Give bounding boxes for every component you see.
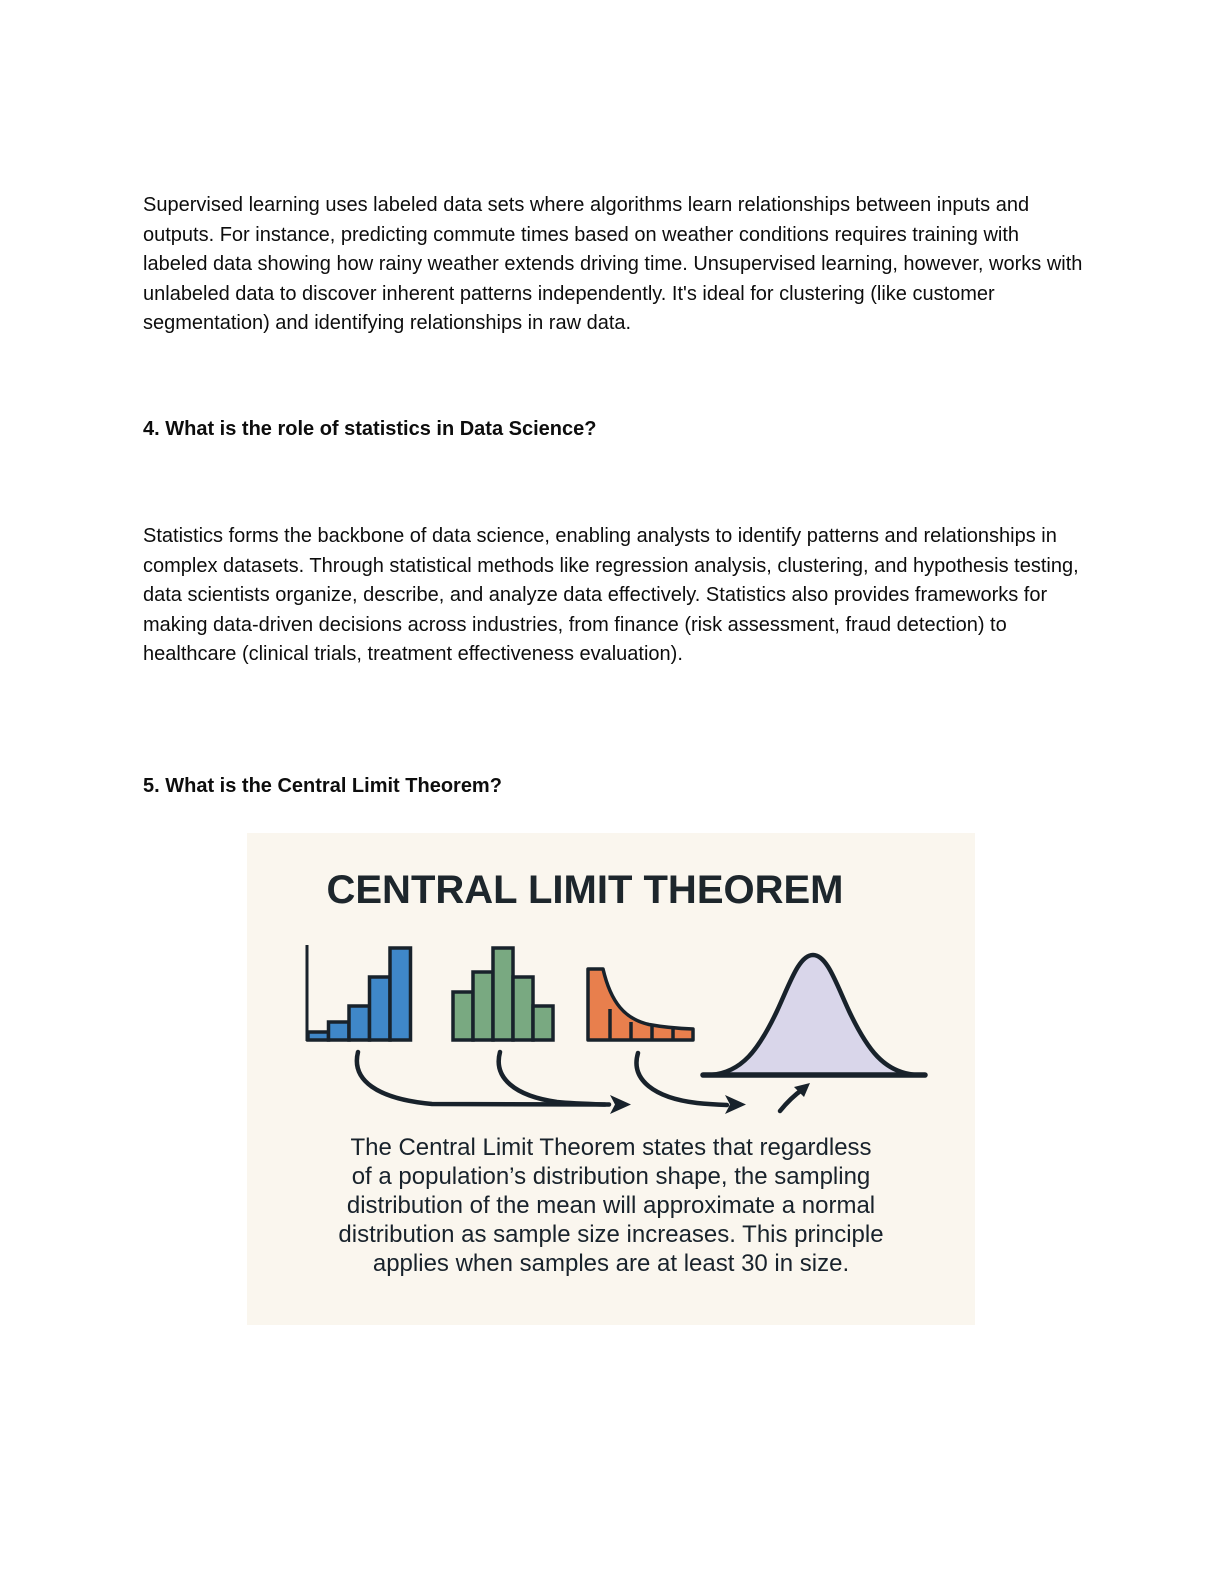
histogram-bar [493, 948, 513, 1040]
histogram-bar [473, 972, 493, 1040]
paragraph-supervised-learning: Supervised learning uses labeled data sets where algorithms learn relationships between inputs and outputs. For instance, predicting commute times based on weather conditions requires training with labeled data showing how rainy weather extends driving time. Unsupervised learning, however, works with unlabeled data to discover inherent patterns independently. It's ideal for clustering (like customer segmentation) and identifying relationships in raw data. [143, 194, 1083, 334]
arrow-from-blue [357, 1052, 609, 1105]
histogram-bar [533, 1006, 553, 1040]
arrow-from-green [499, 1052, 605, 1105]
arrow-from-orange [637, 1053, 727, 1105]
exponential-histogram [588, 969, 693, 1040]
heading-question-5: 5. What is the Central Limit Theorem? [143, 775, 502, 797]
histogram-bar [370, 977, 391, 1040]
caption-line: distribution of the mean will approximate a normal [346, 1192, 876, 1219]
arrowhead-icon [610, 1095, 631, 1114]
central-limit-theorem-figure [247, 833, 975, 1325]
histogram-bar [308, 1032, 329, 1040]
histogram-bar [390, 948, 411, 1040]
heading-question-4: 4. What is the role of statistics in Data Science? [143, 418, 597, 440]
histogram-bar [453, 992, 473, 1040]
histogram-bar [513, 977, 533, 1040]
bell-shaped-histogram [453, 948, 553, 1040]
figure-title: CENTRAL LIMIT THEOREM [326, 868, 844, 912]
histogram-bar [329, 1022, 350, 1040]
caption-line: applies when samples are at least 30 in size. [372, 1250, 850, 1277]
left-skewed-histogram [308, 948, 411, 1040]
normal-distribution-curve [703, 955, 925, 1075]
caption-line: distribution as sample size increases. This principle [338, 1221, 884, 1248]
histogram-bar [349, 1006, 370, 1040]
caption-line: The Central Limit Theorem states that regardless [350, 1134, 872, 1161]
figure-caption [311, 1133, 911, 1278]
paragraph-statistics-role: Statistics forms the backbone of data science, enabling analysts to identify patterns and relationships in complex datasets. Through statistical methods like regression analysis, clustering, and hypothesis testing, data scientists organize, describe, and analyze data effectively. Statistics also provides frameworks for making data-driven decisions across industries, from finance (risk assessment, fraud detection) to healthcare (clinical trials, treatment effectiveness evaluation). [143, 525, 1079, 665]
caption-line: of a population’s distribution shape, the sampling [351, 1163, 871, 1190]
